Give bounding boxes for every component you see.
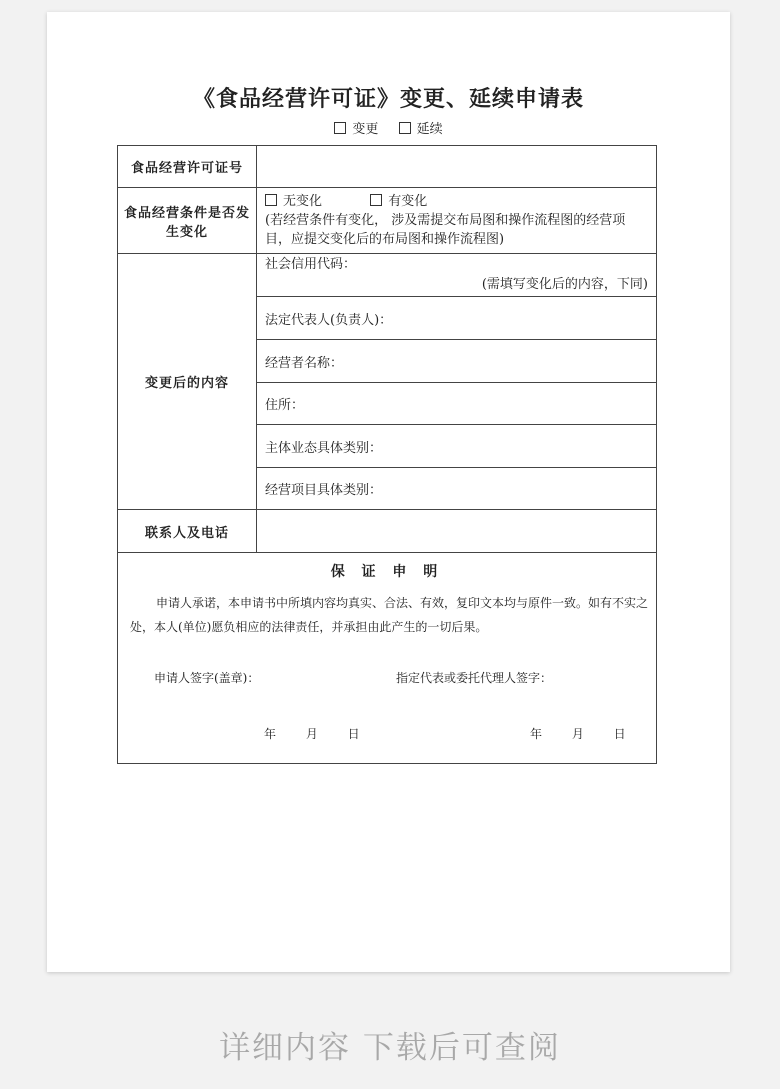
option-changed[interactable]: 有变化 [370,194,427,209]
address-field[interactable]: 住所： [257,383,657,425]
option-renew[interactable]: 延续 [399,122,443,137]
changes-label: 变更后的内容 [118,254,257,510]
table-row [118,254,657,297]
declaration-section [118,553,657,764]
condition-options [265,192,648,211]
operator-name-field[interactable]: 经营者名称： [257,340,657,383]
declaration-text: 申请人承诺，本申请书中所填内容均真实、合法、有效，复印文本均与原件一致。如有不实之处，本人(单位)愿负相应的法律责任，并承担由此产生的一切后果。 [130,596,649,634]
checkbox-icon[interactable] [334,122,346,134]
applicant-date: 年 月 日 [264,727,360,741]
document-page [47,12,730,972]
table-row [118,146,657,188]
document-title: 《食品经营许可证》变更、延续申请表 [192,86,584,112]
contact-field[interactable] [257,510,657,553]
option-no-change[interactable]: 无变化 [265,194,322,209]
business-items-field[interactable]: 经营项目具体类别： [257,468,657,510]
option-change[interactable]: 变更 [334,122,382,137]
table-row [118,510,657,553]
credit-code-field[interactable] [257,254,657,297]
business-type-field[interactable]: 主体业态具体类别： [257,425,657,468]
agent-signature-label: 指定代表或委托代理人签字： [396,671,553,685]
condition-label: 食品经营条件是否发生变化 [118,188,257,254]
agent-date: 年 月 日 [530,727,626,741]
contact-label: 联系人及电话 [118,510,257,553]
condition-note: (若经营条件有变化， 涉及需提交布局图和操作流程图的经营项目，应提交变化后的布局图和操作流程图) [265,213,626,247]
applicant-signature-label: 申请人签字(盖章)： [154,671,260,685]
download-prompt[interactable]: 详细内容 下载后可查阅 [219,1030,561,1066]
changes-note: (需填写变化后的内容，下同) [481,277,648,292]
application-type-options [47,118,730,137]
credit-code-label: 社会信用代码： [265,257,357,272]
checkbox-icon[interactable] [399,122,411,134]
application-form-table [117,145,657,764]
legal-rep-field[interactable]: 法定代表人(负责人)： [257,297,657,340]
checkbox-icon[interactable] [370,194,382,206]
table-row [118,553,657,764]
condition-cell [257,188,657,254]
license-no-label: 食品经营许可证号 [118,146,257,188]
checkbox-icon[interactable] [265,194,277,206]
declaration-title: 保 证 申 明 [330,564,444,580]
table-row [118,188,657,254]
license-no-field[interactable] [257,146,657,188]
